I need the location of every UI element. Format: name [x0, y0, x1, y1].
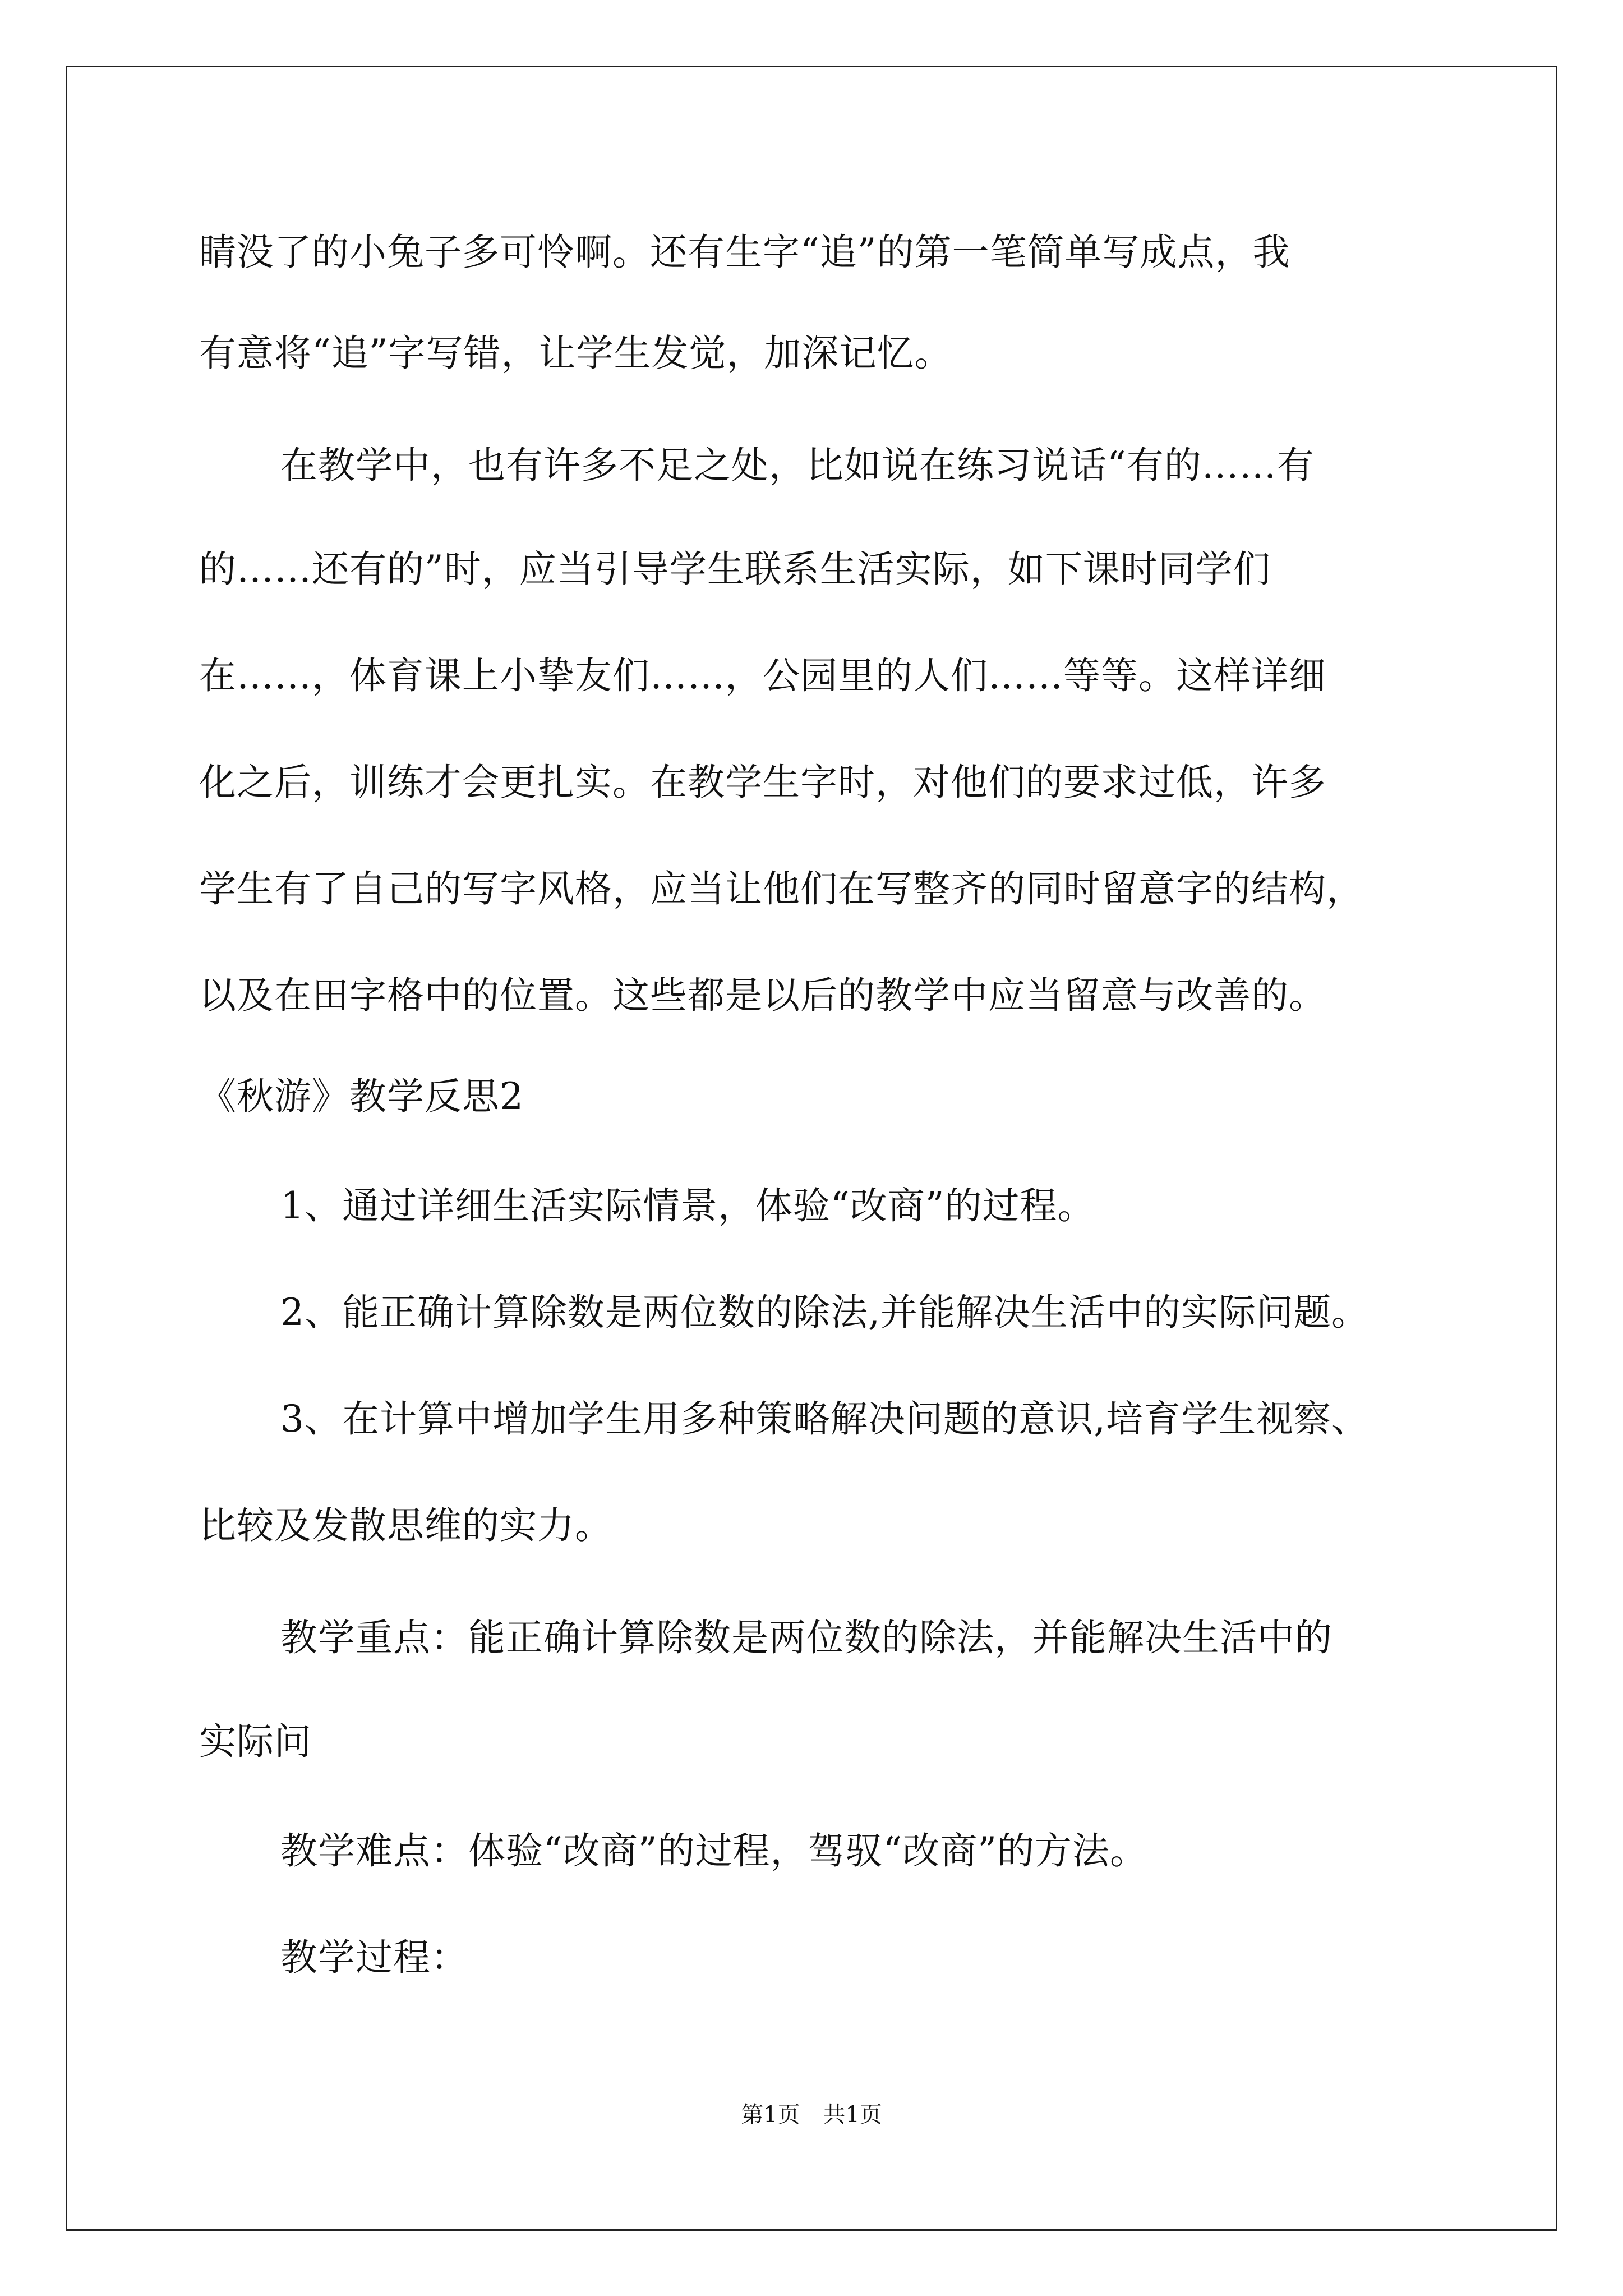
- text-line-7: 学生有了自己的写字风格，应当让他们在写整齐的同时留意字的结构，: [199, 867, 1364, 910]
- text-line-8: 以及在田字格中的位置。这些都是以后的教学中应当留意与改善的。: [199, 974, 1326, 1017]
- objective-3-continued: 比较及发散思维的实力。: [199, 1504, 612, 1547]
- total-pages: 共1页: [823, 2102, 882, 2128]
- teaching-difficulty: 教学难点：体验“改商”的过程，驾驭“改商”的方法。: [280, 1829, 1147, 1872]
- text-line-1: 睛没了的小兔子多可怜啊。还有生字“追”的第一笔简单写成点，我: [199, 231, 1290, 274]
- teaching-process-heading: 教学过程：: [280, 1936, 468, 1979]
- text-line-6: 化之后，训练才会更扎实。在教学生字时，对他们的要求过低，许多: [199, 761, 1326, 804]
- text-line-5: 在……，体育课上小挚友们……，公园里的人们……等等。这样详细: [199, 654, 1326, 697]
- paragraph-start-line: 在教学中，也有许多不足之处，比如说在练习说话“有的……有: [280, 444, 1315, 487]
- objective-1: 1、通过详细生活实际情景，体验“改商”的过程。: [280, 1184, 1095, 1227]
- objective-2: 2、能正确计算除数是两位数的除法,并能解决生活中的实际问题。: [280, 1291, 1369, 1334]
- teaching-focus: 教学重点：能正确计算除数是两位数的除法，并能解决生活中的: [280, 1616, 1332, 1659]
- section-heading: 《秋游》教学反思2: [199, 1075, 524, 1118]
- text-line-2: 有意将“追”字写错，让学生发觉，加深记忆。: [199, 332, 952, 375]
- page-border: [66, 66, 1557, 2231]
- text-line-4: 的……还有的”时，应当引导学生联系生活实际，如下课时同学们: [199, 547, 1271, 591]
- teaching-focus-continued: 实际问: [199, 1720, 312, 1763]
- page-footer: [0, 2101, 1623, 2129]
- objective-3: 3、在计算中增加学生用多种策略解决问题的意识,培育学生视察、: [280, 1397, 1369, 1441]
- page-number: 第1页: [741, 2102, 800, 2128]
